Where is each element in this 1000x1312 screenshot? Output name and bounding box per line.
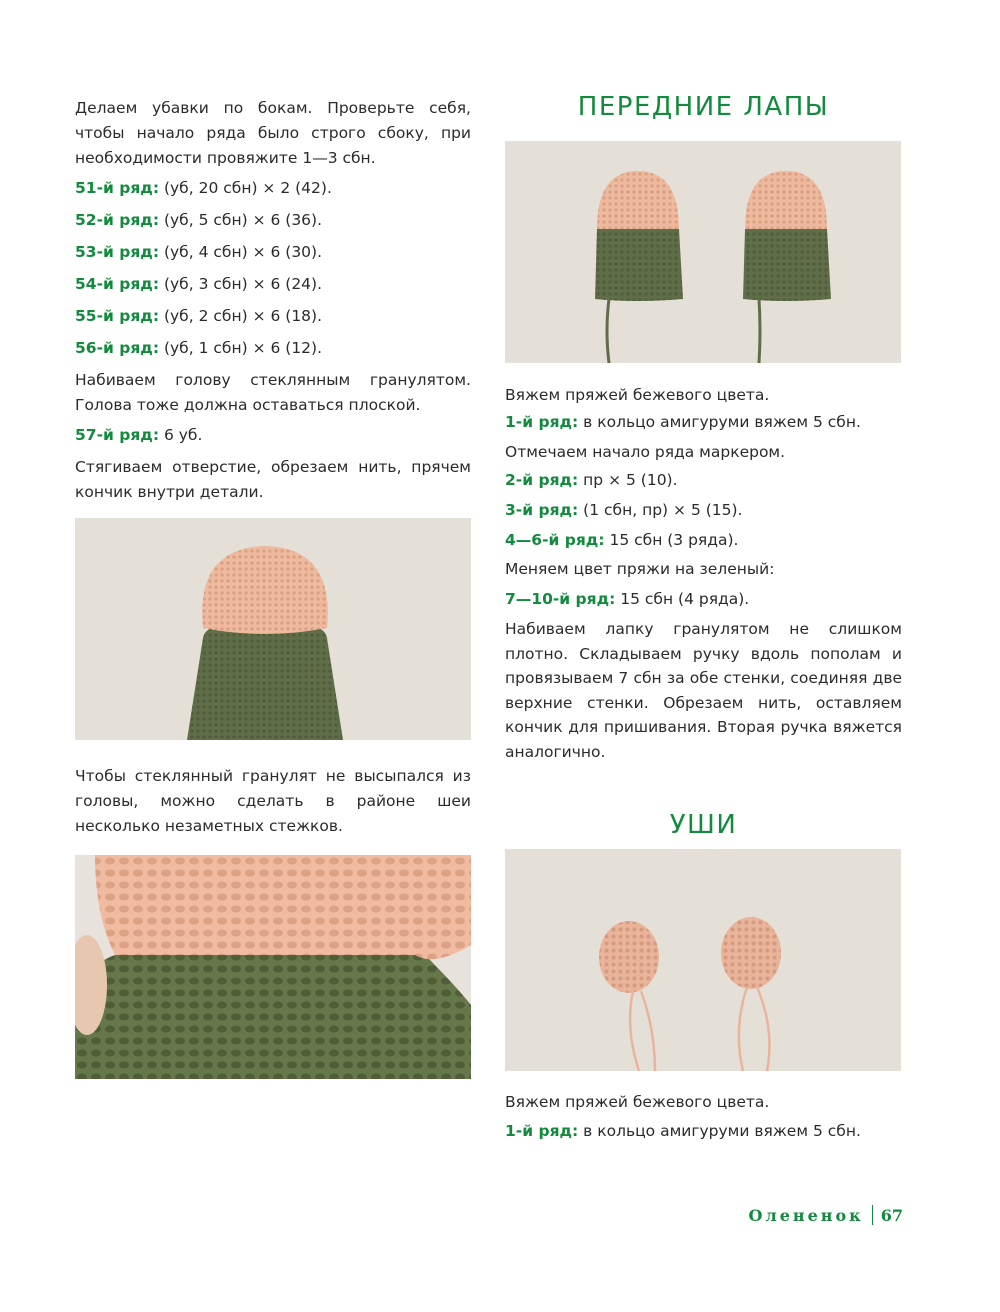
page-footer <box>700 1205 903 1225</box>
paws-row-4-6: 4—6-й ряд: 15 сбн (3 ряда). <box>505 531 739 549</box>
row-52: 52-й ряд: (уб, 5 сбн) × 6 (36). <box>75 211 323 229</box>
head-photo <box>75 518 471 740</box>
paws-intro: Вяжем пряжей бежевого цвета. <box>505 386 770 404</box>
neck-closeup-photo <box>75 855 471 1079</box>
footer-chapter-name: Олененок <box>748 1206 864 1225</box>
ears-photo <box>505 849 901 1071</box>
page-number: 67 <box>880 1206 903 1225</box>
ears-row-1: 1-й ряд: в кольцо амигуруми вяжем 5 сбн. <box>505 1122 861 1140</box>
section-title-front-paws: ПЕРЕДНИЕ ЛАПЫ <box>577 92 830 122</box>
stuff-paragraph: Набиваем голову стеклянным гранулятом. Голова тоже должна оставаться плоской. <box>75 371 471 414</box>
row-56: 56-й ряд: (уб, 1 сбн) × 6 (12). <box>75 339 323 357</box>
paws-row-1: 1-й ряд: в кольцо амигуруми вяжем 5 сбн. <box>505 413 861 431</box>
front-paws-photo <box>505 141 901 363</box>
close-paragraph: Стягиваем отверстие, обрезаем нить, прячем кончик внутри детали. <box>75 458 471 501</box>
paws-row-2: 2-й ряд: пр × 5 (10). <box>505 471 678 489</box>
row-51: 51-й ряд: (уб, 20 сбн) × 2 (42). <box>75 179 332 197</box>
paws-marker-note: Отмечаем начало ряда маркером. <box>505 443 786 461</box>
section-title-ears: УШИ <box>669 810 738 840</box>
paws-color-change: Меняем цвет пряжи на зеленый: <box>505 560 775 578</box>
row-57: 57-й ряд: 6 уб. <box>75 426 203 444</box>
row-55: 55-й ряд: (уб, 2 сбн) × 6 (18). <box>75 307 323 325</box>
paws-row-3: 3-й ряд: (1 сбн, пр) × 5 (15). <box>505 501 743 519</box>
footer-divider <box>872 1205 873 1225</box>
row-54: 54-й ряд: (уб, 3 сбн) × 6 (24). <box>75 275 323 293</box>
tip-paragraph: Чтобы стеклянный гранулят не высыпался из головы, можно сделать в районе шеи несколько незаметных стежков. <box>75 767 471 835</box>
paws-finish: Набиваем лапку гранулятом не слишком плотно. Складываем ручку вдоль пополам и провязываем 7 сбн за обе стенки, соединяя две верхние стенки. Обрезаем нить, оставляем кончик для пришивания. Вторая ручка вяжется аналогично. <box>505 620 902 761</box>
ears-intro: Вяжем пряжей бежевого цвета. <box>505 1093 770 1111</box>
intro-paragraph: Делаем убавки по бокам. Проверьте себя, чтобы начало ряда было строго сбоку, при необходимости провяжите 1—3 сбн. <box>75 99 471 167</box>
row-53: 53-й ряд: (уб, 4 сбн) × 6 (30). <box>75 243 323 261</box>
paws-row-7-10: 7—10-й ряд: 15 сбн (4 ряда). <box>505 590 750 608</box>
